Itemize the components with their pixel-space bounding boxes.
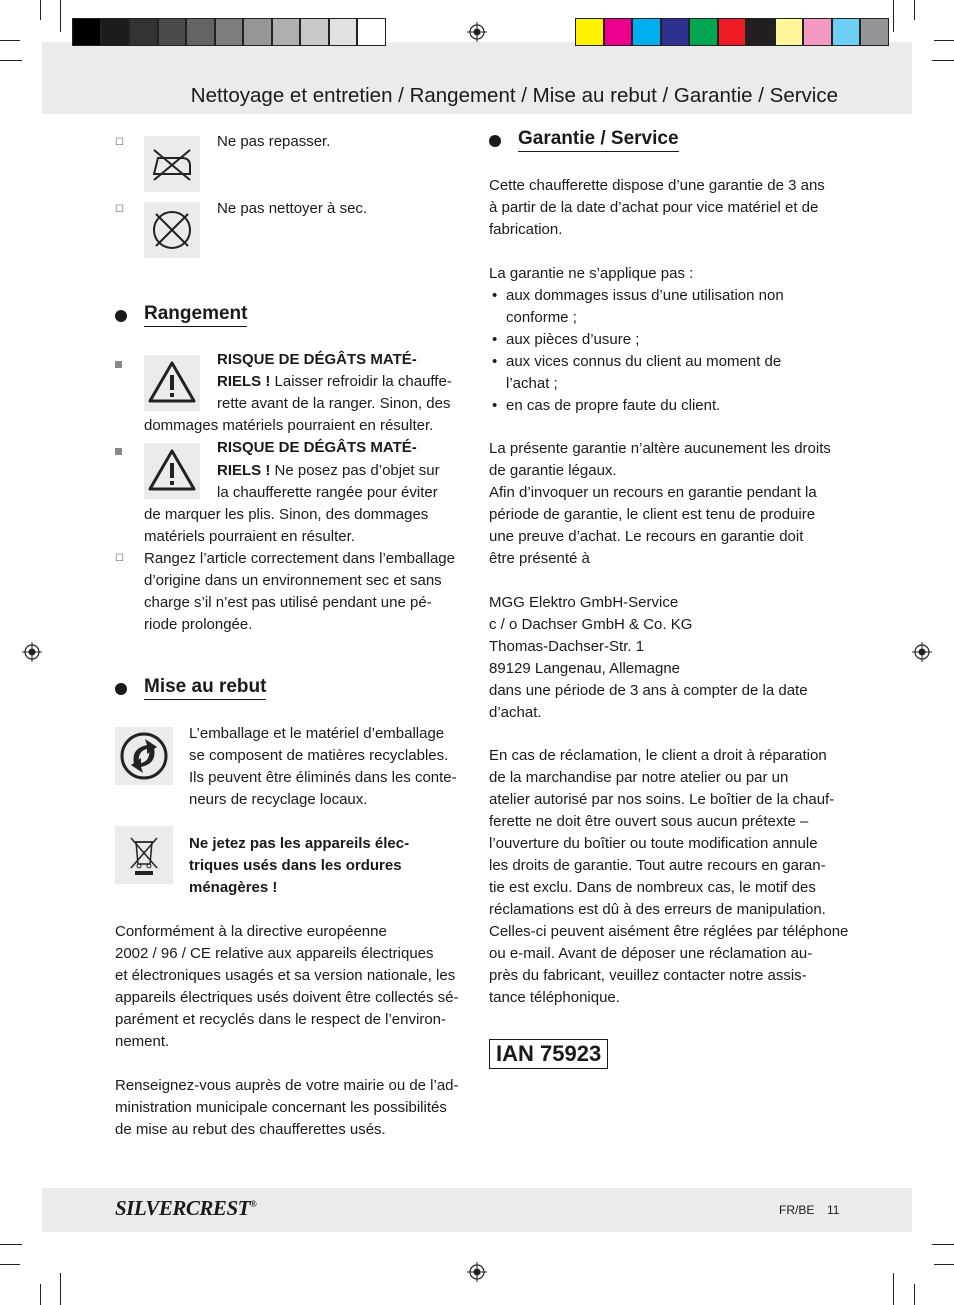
color-swatch [661,18,690,46]
color-swatch [718,18,747,46]
claims-text: En cas de réclamation, le client a droit à réparation de la marchandise par notre atelier ou par un atelier autorisé par nos soins. Le boîtier de la chauf- ferette ne doit être ouvert sous aucun prétexte – l’ouverture du boîtier ou toute modification annule les droits de garantie. Tout autre recours en garan- tie est exclu. Dans de nombreux cas, le motif des réclamations est dû à des erreurs de manipulation. Celles-ci peuvent aisément être réglées par téléphone ou e-mail. Avant de déposer une réclamation au- près du fabricant, veuillez contacter notre assis- tance téléphonique. [489,747,849,1006]
crop-mark [0,60,22,61]
crop-mark [934,40,954,41]
warning2-line2: RIELS ! Ne posez pas d’objet sur [217,462,440,479]
garantie-intro: Cette chaufferette dispose d’une garantie de 3 ans à partir de la date d’achat pour vice matériel et de fabrication. [489,177,825,238]
warning2-line3: la chaufferette rangée pour éviter [217,484,438,501]
color-swatch [158,18,187,46]
weee-warning: Ne jetez pas les appareils élec- triques usés dans les ordures ménagères ! [189,835,410,896]
crop-mark [40,0,41,20]
registration-mark-icon [467,22,487,42]
color-swatch [101,18,130,46]
warning1-line2: RIELS ! Laisser refroidir la chauffe- [217,373,452,390]
color-swatch [300,18,329,46]
list-item: • en cas de propre faute du client. [489,395,849,417]
list-item: • aux dommages issus d’une utilisation non conforme ; [489,285,849,329]
crop-mark [932,60,954,61]
service-address: MGG Elektro GmbH-Service c / o Dachser GmbH & Co. KG Thomas-Dachser-Str. 1 89129 Langenau, Allemagne dans une période de 3 ans à compter de la date d’achat. [489,594,808,721]
garantie-legal: La présente garantie n’altère aucunement les droits de garantie légaux. Afin d’invoquer un recours en garantie pendant la période de garantie, le client est tenu de produire une preuve d’achat. Le recours en garantie doit être présenté à [489,440,831,567]
color-swatch [575,18,604,46]
rangement-note: Rangez l’article correctement dans l’emballage d’origine dans un environnement sec et sans charge s’il n’est pas utilisé pendant une pé- riode prolongée. [144,550,455,633]
crop-mark [0,40,20,41]
exclusions-list [489,285,849,417]
gray-calibration-bar [72,18,386,46]
color-swatch [329,18,358,46]
crop-mark [893,1273,894,1305]
warning2-line5: matériels pourraient en résulter. [144,528,355,545]
checkbox-bullet: ☐ [115,204,124,215]
crop-mark [893,0,894,32]
color-swatch [215,18,244,46]
color-swatch [186,18,215,46]
square-bullet [115,448,122,455]
square-bullet [115,361,122,368]
rangement-heading: Rangement [144,303,247,327]
section-bullet-icon [115,310,127,322]
crop-mark [914,1284,915,1305]
registration-mark-icon [22,642,42,662]
crop-mark [40,1284,41,1305]
checkbox-bullet: ☐ [115,553,124,564]
warning2-line4: de marquer les plis. Sinon, des dommages [144,506,429,523]
crop-mark [60,1273,61,1305]
no-dry-clean-icon [144,202,200,258]
color-swatch [129,18,158,46]
list-item: • aux vices connus du client au moment de l’achat ; [489,351,849,395]
crop-mark [914,0,915,20]
color-swatch [860,18,889,46]
weee-crossed-bin-icon [115,826,173,884]
exclusions-title: La garantie ne s’applique pas : [489,265,694,282]
color-swatch [775,18,804,46]
warning1-line4: dommages matériels pourraient en résulter. [144,417,434,434]
color-swatch [72,18,101,46]
packaging-text: L’emballage et le matériel d’emballage se composent de matières recyclables. Ils peuvent être éliminés dans les conte- neurs de recyclage locaux. [189,725,457,808]
ian-number: IAN 75923 [489,1039,608,1069]
garantie-heading: Garantie / Service [518,128,679,152]
page-number: 11 [827,1203,840,1217]
footer-locale: FR/BE [779,1203,815,1217]
recycling-green-dot-icon [115,727,173,785]
section-bullet-icon [115,683,127,695]
rebut-heading: Mise au rebut [144,676,266,700]
crop-mark [0,1264,20,1265]
brand-logo: SILVERCREST® [115,1196,257,1220]
color-swatch [632,18,661,46]
care-no-dry-clean-text: Ne pas nettoyer à sec. [217,200,368,217]
color-swatch [272,18,301,46]
color-swatch [746,18,775,46]
warning1-line1: RISQUE DE DÉGÂTS MATÉ- [217,351,417,368]
warning2-line1: RISQUE DE DÉGÂTS MATÉ- [217,439,417,456]
crop-mark [60,0,61,32]
care-no-iron-text: Ne pas repasser. [217,133,331,150]
checkbox-bullet: ☐ [115,137,124,148]
color-swatch [604,18,633,46]
color-swatch [243,18,272,46]
color-calibration-bar [575,18,889,46]
registration-mark-icon [912,642,932,662]
crop-mark [0,1244,22,1245]
color-swatch [357,18,386,46]
color-swatch [832,18,861,46]
warning1-line3: rette avant de la ranger. Sinon, des [217,395,451,412]
warning-icon [144,355,200,411]
registration-mark-icon [467,1262,487,1282]
crop-mark [932,1244,954,1245]
disposal-info-text: Renseignez-vous auprès de votre mairie ou de l’ad- ministration municipale concernant les possibilités de mise au rebut des chaufferettes usés. [115,1077,459,1138]
crop-mark [934,1264,954,1265]
page-title: Nettoyage et entretien / Rangement / Mise au rebut / Garantie / Service [190,84,838,107]
section-bullet-icon [489,135,501,147]
directive-text: Conformément à la directive européenne 2002 / 96 / CE relative aux appareils électriques et électroniques usagés et sa version nationale, les appareils électriques usés doivent être collectés sé- parément et recyclés dans le respect de l’environ- nement. [115,923,459,1050]
color-swatch [689,18,718,46]
color-swatch [803,18,832,46]
warning-icon [144,443,200,499]
no-iron-icon [144,136,200,192]
list-item: • aux pièces d’usure ; [489,329,849,351]
